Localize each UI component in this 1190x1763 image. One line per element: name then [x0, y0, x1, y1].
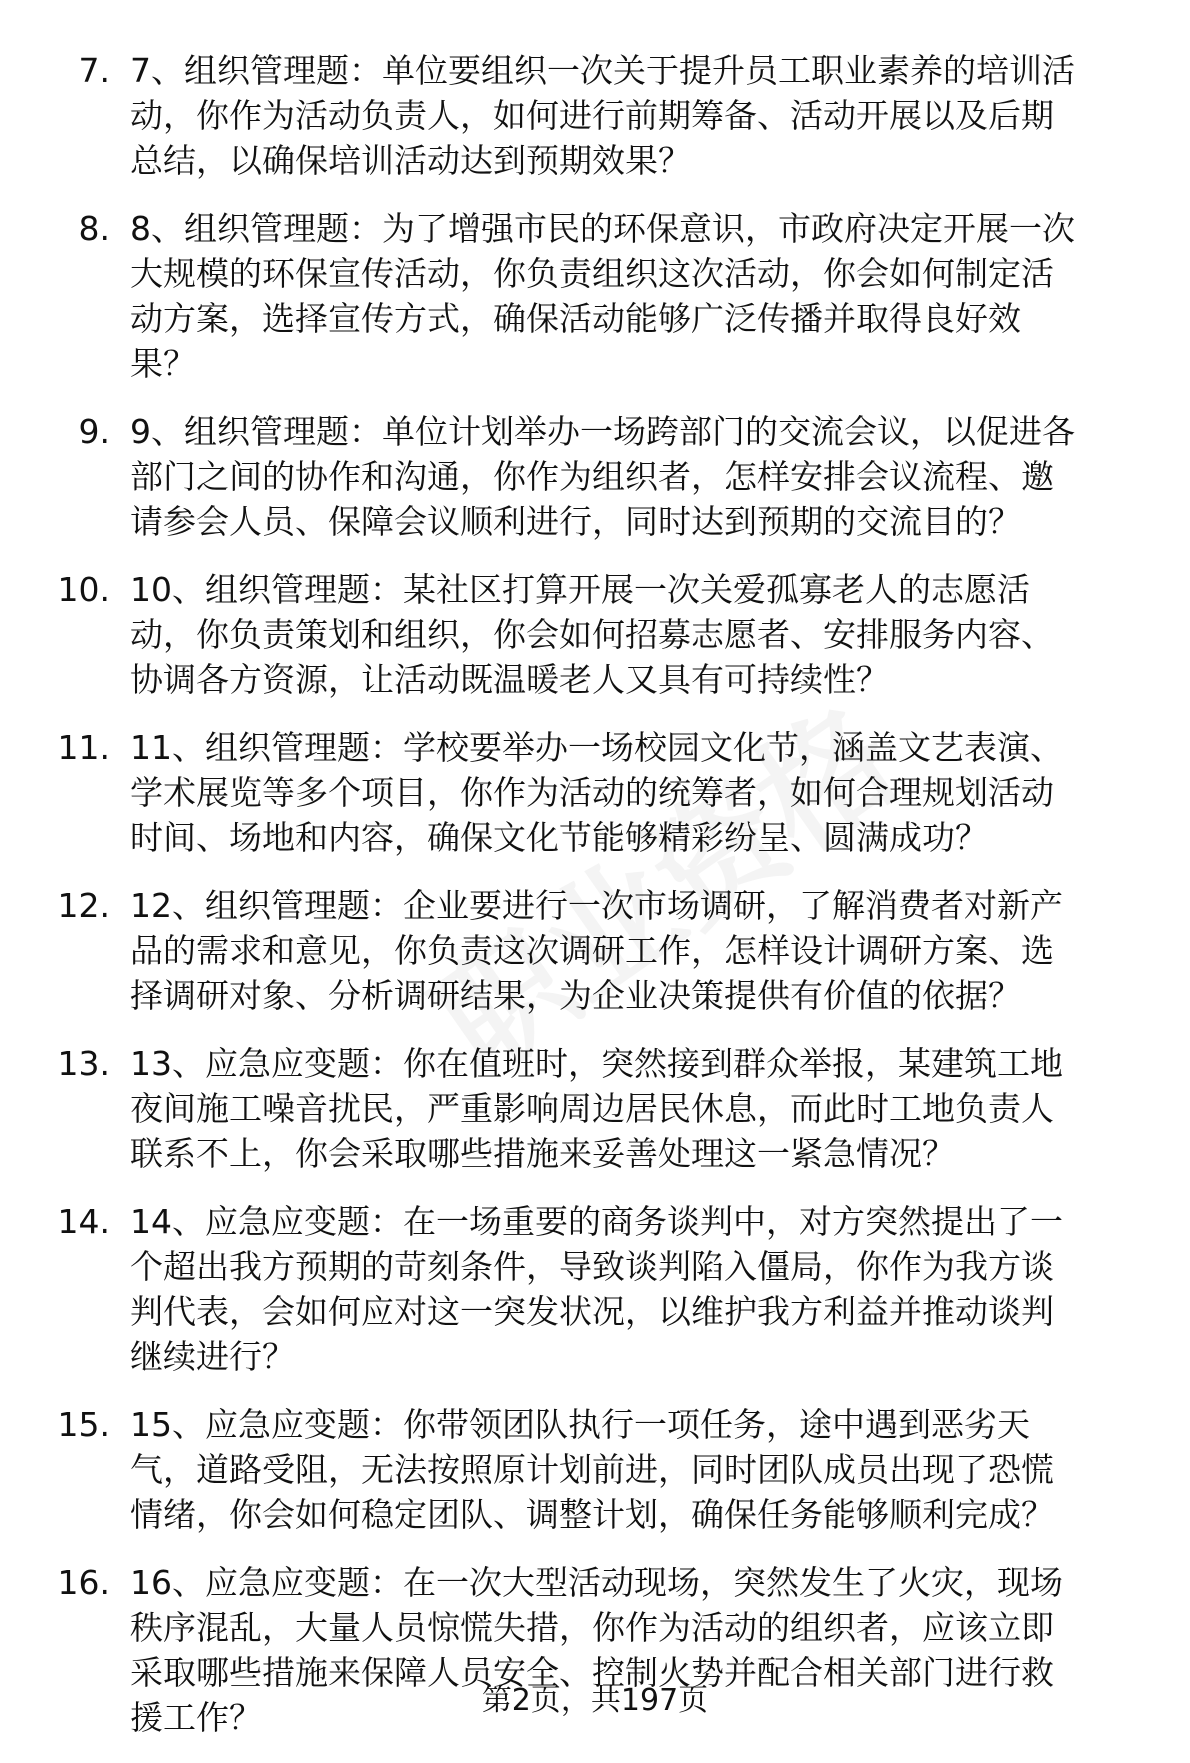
text-line: 9、组织管理题：单位计划举办一场跨部门的交流会议，以促进各 [130, 412, 1075, 451]
text-line: 品的需求和意见，你负责这次调研工作，怎样设计调研方案、选 [130, 931, 1054, 970]
list-item-text [130, 1402, 1180, 1537]
page-footer: 第2页，共197页 [481, 1683, 709, 1718]
list-item [0, 1199, 1190, 1379]
list-item [0, 883, 1190, 1018]
list-item-text [130, 48, 1180, 183]
list-item-text [130, 1199, 1180, 1379]
list-item [0, 48, 1190, 183]
text-line: 联系不上，你会采取哪些措施来妥善处理这一紧急情况？ [130, 1134, 955, 1173]
list-item-number: 14. [57, 1202, 110, 1241]
text-line: 请参会人员、保障会议顺利进行，同时达到预期的交流目的？ [130, 502, 1021, 541]
text-line: 部门之间的协作和沟通，你作为组织者，怎样安排会议流程、邀 [130, 457, 1054, 496]
text-line: 大规模的环保宣传活动，你负责组织这次活动，你会如何制定活 [130, 254, 1054, 293]
text-line: 7、组织管理题：单位要组织一次关于提升员工职业素养的培训活 [130, 51, 1075, 90]
text-line: 13、应急应变题：你在值班时，突然接到群众举报，某建筑工地 [130, 1044, 1063, 1083]
list-item [0, 1402, 1190, 1537]
list-item-text [130, 409, 1180, 544]
text-line: 气，道路受阻，无法按照原计划前进，同时团队成员出现了恐慌 [130, 1450, 1054, 1489]
text-line: 协调各方资源，让活动既温暖老人又具有可持续性？ [130, 660, 889, 699]
text-line: 个超出我方预期的苛刻条件，导致谈判陷入僵局，你作为我方谈 [130, 1247, 1054, 1286]
text-line: 择调研对象、分析调研结果，为企业决策提供有价值的依据？ [130, 976, 1021, 1015]
list-item [0, 206, 1190, 386]
text-line: 动，你负责策划和组织，你会如何招募志愿者、安排服务内容、 [130, 615, 1054, 654]
text-line: 12、组织管理题：企业要进行一次市场调研，了解消费者对新产 [130, 886, 1063, 925]
list-item-number: 10. [57, 570, 110, 609]
list-item-number: 11. [57, 728, 110, 767]
text-line: 继续进行？ [130, 1337, 295, 1376]
list-item-number: 13. [57, 1044, 110, 1083]
text-line: 动，你作为活动负责人，如何进行前期筹备、活动开展以及后期 [130, 96, 1054, 135]
list-item-number: 15. [57, 1405, 110, 1444]
list-item-text [130, 1041, 1180, 1176]
text-line: 14、应急应变题：在一场重要的商务谈判中，对方突然提出了一 [130, 1202, 1063, 1241]
text-line: 秩序混乱，大量人员惊慌失措，你作为活动的组织者，应该立即 [130, 1608, 1054, 1647]
list-item [0, 409, 1190, 544]
text-line: 时间、场地和内容，确保文化节能够精彩纷呈、圆满成功？ [130, 818, 988, 857]
list-item-text [130, 883, 1180, 1018]
list-item-number: 7. [78, 51, 110, 90]
text-line: 8、组织管理题：为了增强市民的环保意识，市政府决定开展一次 [130, 209, 1075, 248]
list-item-text [130, 725, 1180, 860]
text-line: 总结，以确保培训活动达到预期效果？ [130, 141, 691, 180]
list-item-text [130, 567, 1180, 702]
text-line: 16、应急应变题：在一次大型活动现场，突然发生了火灾，现场 [130, 1563, 1063, 1602]
text-line: 15、应急应变题：你带领团队执行一项任务，途中遇到恶劣天 [130, 1405, 1030, 1444]
list-item [0, 1041, 1190, 1176]
text-line: 判代表，会如何应对这一突发状况，以维护我方利益并推动谈判 [130, 1292, 1054, 1331]
text-line: 学术展览等多个项目，你作为活动的统筹者，如何合理规划活动 [130, 773, 1054, 812]
text-line: 夜间施工噪音扰民，严重影响周边居民休息，而此时工地负责人 [130, 1089, 1054, 1128]
text-line: 10、组织管理题：某社区打算开展一次关爱孤寡老人的志愿活 [130, 570, 1030, 609]
text-line: 动方案，选择宣传方式，确保活动能够广泛传播并取得良好效 [130, 299, 1021, 338]
list-item [0, 567, 1190, 702]
list-item-number: 8. [78, 209, 110, 248]
list-item-text [130, 206, 1180, 386]
text-line: 11、组织管理题：学校要举办一场校园文化节，涵盖文艺表演、 [130, 728, 1063, 767]
text-line: 情绪，你会如何稳定团队、调整计划，确保任务能够顺利完成？ [130, 1495, 1054, 1534]
list-item-number: 16. [57, 1563, 110, 1602]
text-line: 援工作？ [130, 1698, 262, 1737]
list-item [0, 725, 1190, 860]
question-list [0, 48, 1190, 1763]
text-line: 采取哪些措施来保障人员安全、控制火势并配合相关部门进行救 [130, 1653, 1054, 1692]
list-item-number: 12. [57, 886, 110, 925]
list-item-number: 9. [78, 412, 110, 451]
text-line: 果？ [130, 344, 196, 383]
